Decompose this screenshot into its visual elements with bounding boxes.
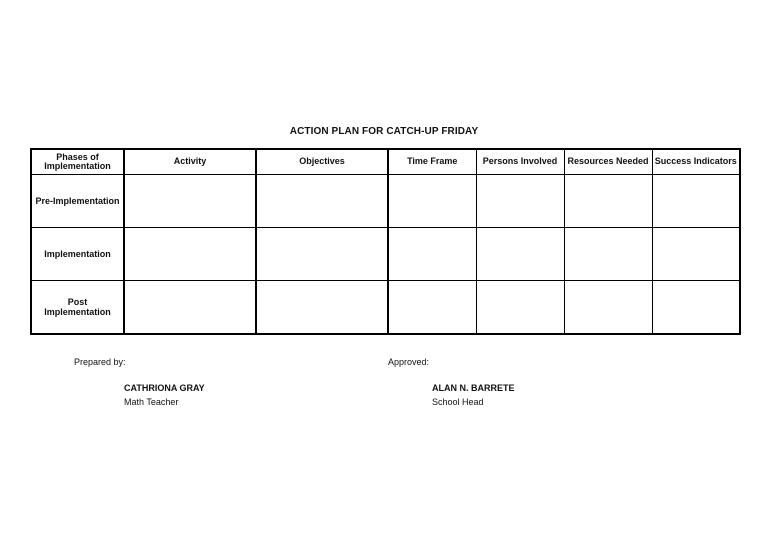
table-cell <box>256 228 388 281</box>
table-cell <box>652 175 740 228</box>
approver-name: ALAN N. BARRETE <box>432 383 515 393</box>
table-cell <box>564 175 652 228</box>
phase-implementation: Implementation <box>31 228 124 281</box>
table-cell <box>124 281 256 335</box>
approved-label: Approved: <box>388 357 430 367</box>
preparer-position: Math Teacher <box>124 397 179 407</box>
table-cell <box>124 228 256 281</box>
table-cell <box>388 281 476 335</box>
prepared-by-label: Prepared by: <box>74 357 126 367</box>
table-row <box>31 175 740 228</box>
table-cell <box>388 175 476 228</box>
table-cell <box>564 281 652 335</box>
table-cell <box>476 281 564 335</box>
action-plan-table <box>30 148 741 335</box>
header-persons-involved: Persons Involved <box>476 149 564 175</box>
preparer-name: CATHRIONA GRAY <box>124 383 205 393</box>
table-cell <box>564 228 652 281</box>
header-phases: Phases of Implementation <box>31 149 124 175</box>
phase-pre-implementation: Pre-Implementation <box>31 175 124 228</box>
header-resources-needed: Resources Needed <box>564 149 652 175</box>
table-cell <box>652 281 740 335</box>
table-cell <box>476 228 564 281</box>
table-cell <box>388 228 476 281</box>
header-objectives: Objectives <box>256 149 388 175</box>
table-row <box>31 228 740 281</box>
table-cell <box>652 228 740 281</box>
header-time-frame: Time Frame <box>388 149 476 175</box>
phase-post-implementation: Post Implementation <box>31 281 124 335</box>
header-success-indicators: Success Indicators <box>652 149 740 175</box>
document-title: ACTION PLAN FOR CATCH-UP FRIDAY <box>289 126 479 137</box>
table-cell <box>256 175 388 228</box>
header-activity: Activity <box>124 149 256 175</box>
approver-position: School Head <box>432 397 484 407</box>
table-header-row <box>31 149 740 175</box>
table-cell <box>124 175 256 228</box>
table-cell <box>256 281 388 335</box>
table-cell <box>476 175 564 228</box>
table-row <box>31 281 740 335</box>
